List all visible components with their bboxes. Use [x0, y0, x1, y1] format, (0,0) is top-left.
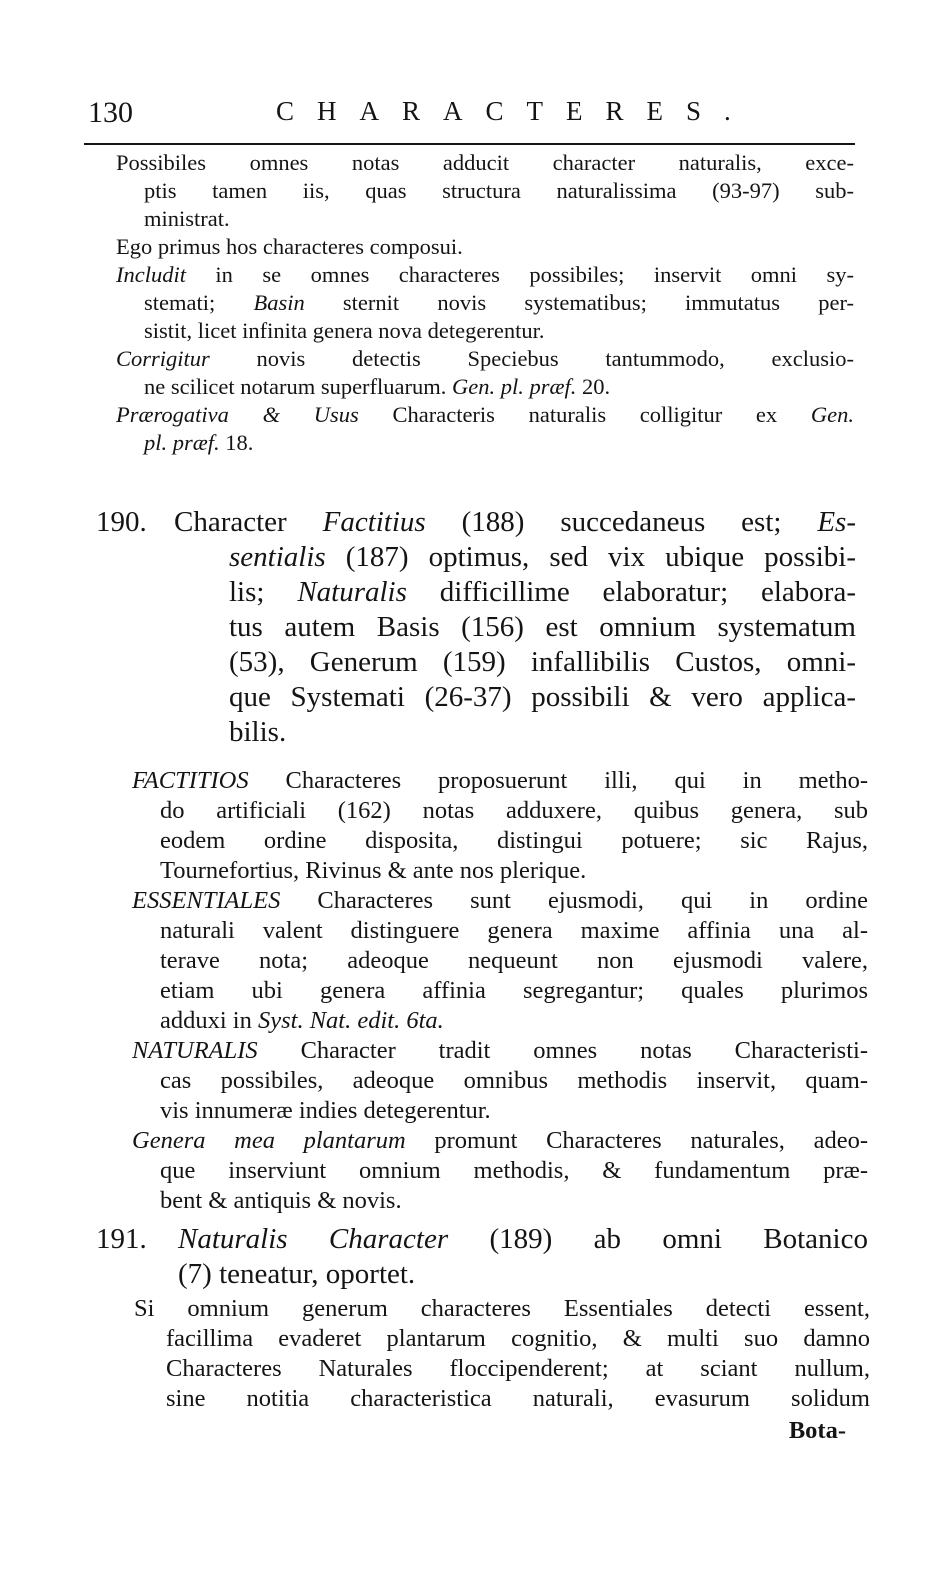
text-line: ministrat. — [144, 206, 230, 231]
text-line: do artificiali (162) notas adduxere, quibus genera, sub — [160, 797, 868, 824]
text-line: que inserviunt omnium methodis, & fundamentum præ- — [160, 1157, 868, 1184]
text-line: bent & antiquis & novis. — [160, 1187, 402, 1214]
text-line: lis; Naturalis difficillime elaboratur; elabora- — [229, 576, 856, 608]
text-line: Possibiles omnes notas adducit character naturalis, exce- — [116, 150, 854, 175]
text-line: naturali valent distinguere genera maxime affinia una al- — [160, 917, 868, 944]
text-line: Character Factitius (188) succedaneus est; Es- — [174, 506, 857, 538]
text-line: sentialis (187) optimus, sed vix ubique possibi- — [229, 541, 856, 573]
text-line: Includit in se omnes characteres possibiles; inservit omni sy- — [116, 262, 854, 287]
text-line: bilis. — [229, 716, 287, 748]
page-number: 130 — [88, 96, 133, 129]
text-line: stemati; Basin sternit novis systematibus; immutatus per- — [144, 290, 854, 315]
text-line: cas possibiles, adeoque omnibus methodis inservit, quam- — [160, 1067, 868, 1094]
text-line: Ego primus hos characteres composui. — [116, 234, 463, 259]
text-line: terave nota; adeoque nequeunt non ejusmodi valere, — [160, 947, 868, 974]
catchword-text: Bota- — [788, 1417, 846, 1444]
text-line: (53), Generum (159) infallibilis Custos, omni- — [229, 646, 856, 678]
text-line: ne scilicet notarum superfluarum. Gen. pl. præf. 20. — [144, 374, 611, 399]
text-line: Tournefortius, Rivinus & ante nos plerique. — [160, 857, 587, 884]
text-line: sine notitia characteristica naturali, evasurum solidum — [166, 1385, 870, 1412]
text-line: pl. præf. 18. — [144, 430, 254, 455]
text-line: Naturalis Character (189) ab omni Botanico — [178, 1223, 868, 1255]
text-line: Si omnium generum characteres Essentiales detecti essent, — [134, 1295, 870, 1322]
text-line: Genera mea plantarum promunt Characteres naturales, adeo- — [132, 1127, 868, 1154]
text-line: NATURALIS Character tradit omnes notas Characteristi- — [132, 1037, 868, 1064]
running-title: CHARACTERES. — [276, 96, 754, 126]
text-line: que Systemati (26-37) possibili & vero applica- — [229, 681, 856, 713]
text-line: tus autem Basis (156) est omnium systematum — [229, 611, 856, 643]
text-line: Corrigitur novis detectis Speciebus tantummodo, exclusio- — [116, 346, 854, 371]
text-line: sistit, licet infinita genera nova detegerentur. — [144, 318, 545, 343]
text-line: vis innumeræ indies detegerentur. — [160, 1097, 491, 1124]
text-line: Characteres Naturales floccipenderent; at sciant nullum, — [166, 1355, 870, 1382]
text-line: FACTITIOS Characteres proposuerunt illi, qui in metho- — [132, 767, 868, 794]
section-number-191: 191. — [96, 1223, 147, 1255]
text-line: adduxi in Syst. Nat. edit. 6ta. — [160, 1007, 444, 1034]
text-line: eodem ordine disposita, distingui potuere; sic Rajus, — [160, 827, 868, 854]
header-rule — [84, 143, 855, 145]
page-header — [86, 96, 852, 136]
text-line: ptis tamen iis, quas structura naturalissima (93-97) sub- — [144, 178, 854, 203]
text-line: Prærogativa & Usus Characteris naturalis colligitur ex Gen. — [116, 402, 854, 427]
text-line: facillima evaderet plantarum cognitio, & multi suo damno — [166, 1325, 870, 1352]
text-line: ESSENTIALES Characteres sunt ejusmodi, qui in ordine — [132, 887, 868, 914]
section-number-190: 190. — [96, 506, 147, 538]
text-line: (7) teneatur, oportet. — [178, 1258, 416, 1290]
text-line: etiam ubi genera affinia segregantur; quales plurimos — [160, 977, 868, 1004]
